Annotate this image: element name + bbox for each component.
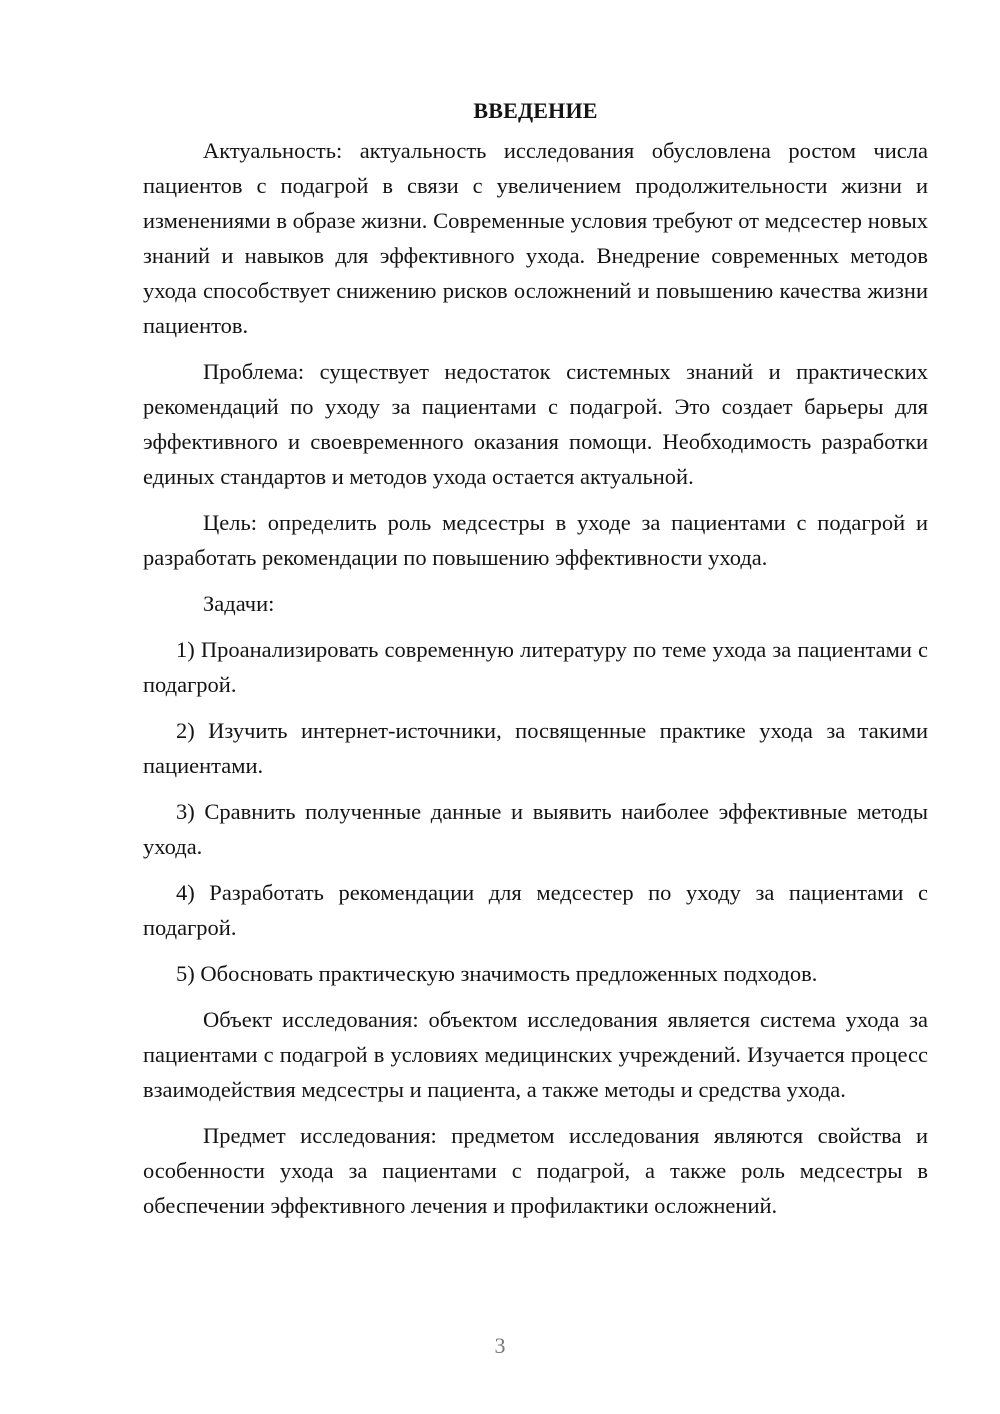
paragraph-subject: Предмет исследования: предметом исследования являются свойства и особенности ухода за пациентами с подагрой, а также роль медсестры в обеспечении эффективного лечения и профилактики осложнений. [143, 1123, 928, 1218]
page-content [143, 93, 928, 1234]
paragraph-problem: Проблема: существует недостаток системных знаний и практических рекомендаций по уходу за пациентами с подагрой. Это создает барьеры для эффективного и своевременного оказания помощи. Необходимость разработки единых стандартов и методов ухода остается актуальной. [143, 359, 928, 489]
task-item: 3) Сравнить полученные данные и выявить наиболее эффективные методы ухода. [143, 799, 928, 859]
section-title: ВВЕДЕНИЕ [473, 98, 598, 123]
task-item: 4) Разработать рекомендации для медсестер по уходу за пациентами с подагрой. [143, 880, 928, 940]
paragraph-relevance: Актуальность: актуальность исследования обусловлена ростом числа пациентов с подагрой в связи с увеличением продолжительности жизни и изменениями в образе жизни. Современные условия требуют от медсестер новых знаний и навыков для эффективного ухода. Внедрение современных методов ухода способствует снижению рисков осложнений и повышению качества жизни пациентов. [143, 138, 928, 338]
tasks-list [143, 632, 928, 991]
paragraph-goal: Цель: определить роль медсестры в уходе за пациентами с подагрой и разработать рекомендации по повышению эффективности ухода. [143, 510, 928, 570]
tasks-heading: Задачи: [203, 591, 275, 616]
paragraph-object: Объект исследования: объектом исследования является система ухода за пациентами с подагрой в условиях медицинских учреждений. Изучается процесс взаимодействия медсестры и пациента, а также методы и средства ухода. [143, 1007, 928, 1102]
task-item: 2) Изучить интернет-источники, посвященные практике ухода за такими пациентами. [143, 718, 928, 778]
task-item: 5) Обосновать практическую значимость предложенных подходов. [176, 961, 818, 986]
task-item: 1) Проанализировать современную литературу по теме ухода за пациентами с подагрой. [143, 637, 928, 697]
page-number: 3 [494, 1333, 506, 1358]
